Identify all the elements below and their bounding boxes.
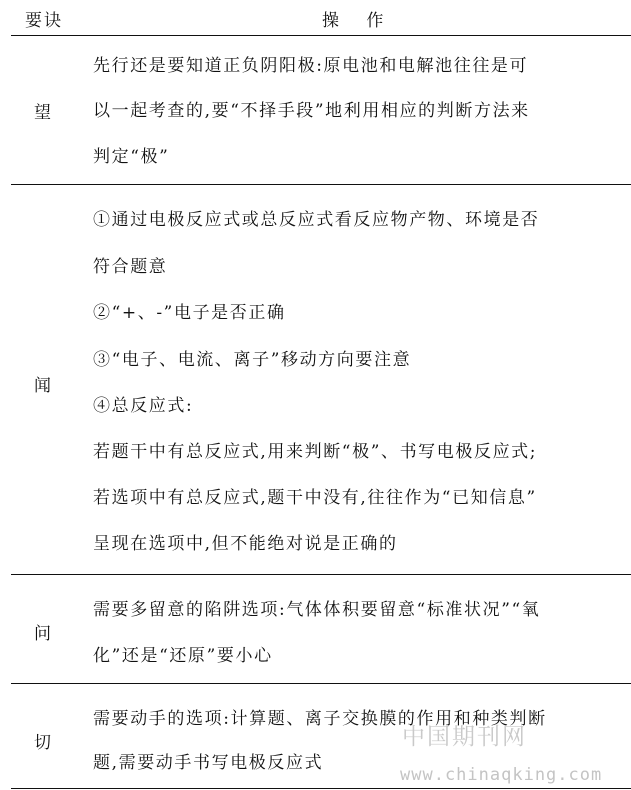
header-key-label: 要诀 [25,11,63,31]
table-header [0,0,631,34]
bottom-rule [11,788,631,789]
row-rule [11,574,631,575]
row-line: 以一起考查的,要“不择手段”地利用相应的判断方法来 [93,101,530,121]
row-line: 符合题意 [93,257,168,277]
row-line: 判定“极” [93,147,170,167]
row-key: 闻 [34,376,51,396]
watermark-url: www.chinaqking.com [400,765,603,785]
row-key: 切 [34,733,51,753]
header-rule [11,35,631,36]
row-line: ②“+、-”电子是否正确 [93,303,286,323]
row-line: ①通过电极反应式或总反应式看反应物产物、环境是否 [93,210,540,230]
row-line: ④总反应式: [93,396,194,416]
row-rule [11,184,631,185]
row-line: 需要动手的选项:计算题、离子交换膜的作用和种类判断 [93,709,547,729]
row-line: 呈现在选项中,但不能绝对说是正确的 [93,534,398,554]
row-rule [11,683,631,684]
header-operation-label: 操 作 [322,11,384,31]
row-key: 望 [34,103,51,123]
row-line: 需要多留意的陷阱选项:气体体积要留意“标准状况”“氧 [93,600,541,620]
row-line: 化”还是“还原”要小心 [93,646,273,666]
watermark-site-name: 中国期刊网 [402,724,527,750]
row-key: 问 [34,624,51,644]
row-line: 若选项中有总反应式,题干中没有,往往作为“已知信息” [93,488,537,508]
row-line: 先行还是要知道正负阴阳极:原电池和电解池往往是可 [93,56,529,76]
row-line: ③“电子、电流、离子”移动方向要注意 [93,350,412,370]
row-line: 若题干中有总反应式,用来判断“极”、书写电极反应式; [93,442,538,462]
row-line: 题,需要动手书写电极反应式 [93,753,324,773]
